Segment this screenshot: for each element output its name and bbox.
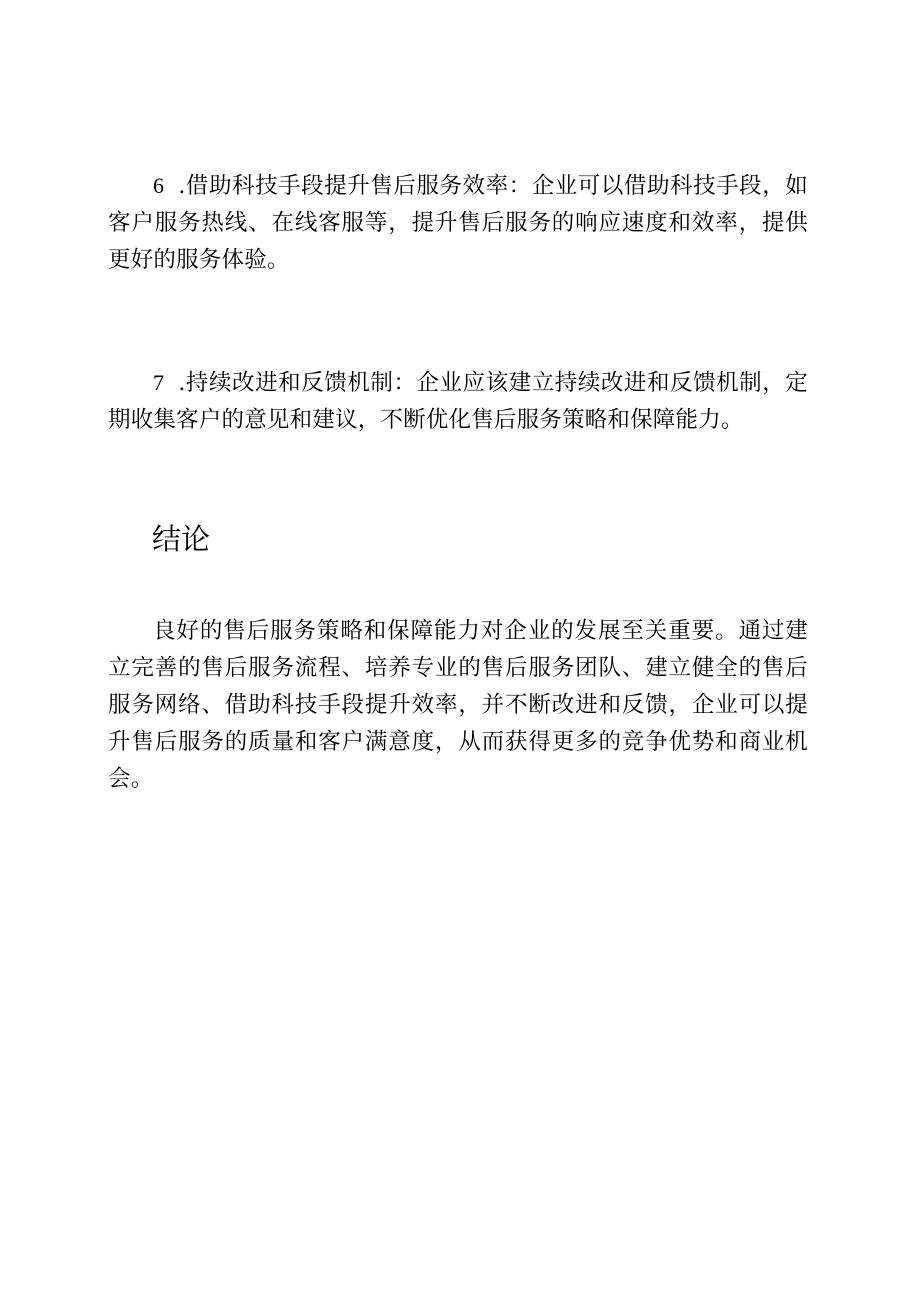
list-item-text: .持续改进和反馈机制：企业应该建立持续改进和反馈机制，定期收集客户的意见和建议，不断优化售后服务策略和保障能力。	[108, 370, 808, 433]
list-item-number: 6	[153, 173, 165, 198]
conclusion-heading: 结论	[152, 522, 211, 556]
list-item-6	[108, 167, 808, 279]
list-item-text: .借助科技手段提升售后服务效率：企业可以借助科技手段，如客户服务热线、在线客服等，提升售后服务的响应速度和效率，提供更好的服务体验。	[108, 173, 808, 273]
list-item-7	[108, 364, 808, 439]
list-item-number: 7	[153, 370, 165, 395]
conclusion-paragraph: 良好的售后服务策略和保障能力对企业的发展至关重要。通过建立完善的售后服务流程、培养专业的售后服务团队、建立健全的售后服务网络、借助科技手段提升效率，并不断改进和反馈，企业可以提升售后服务的质量和客户满意度，从而获得更多的竞争优势和商业机会。	[108, 618, 808, 792]
